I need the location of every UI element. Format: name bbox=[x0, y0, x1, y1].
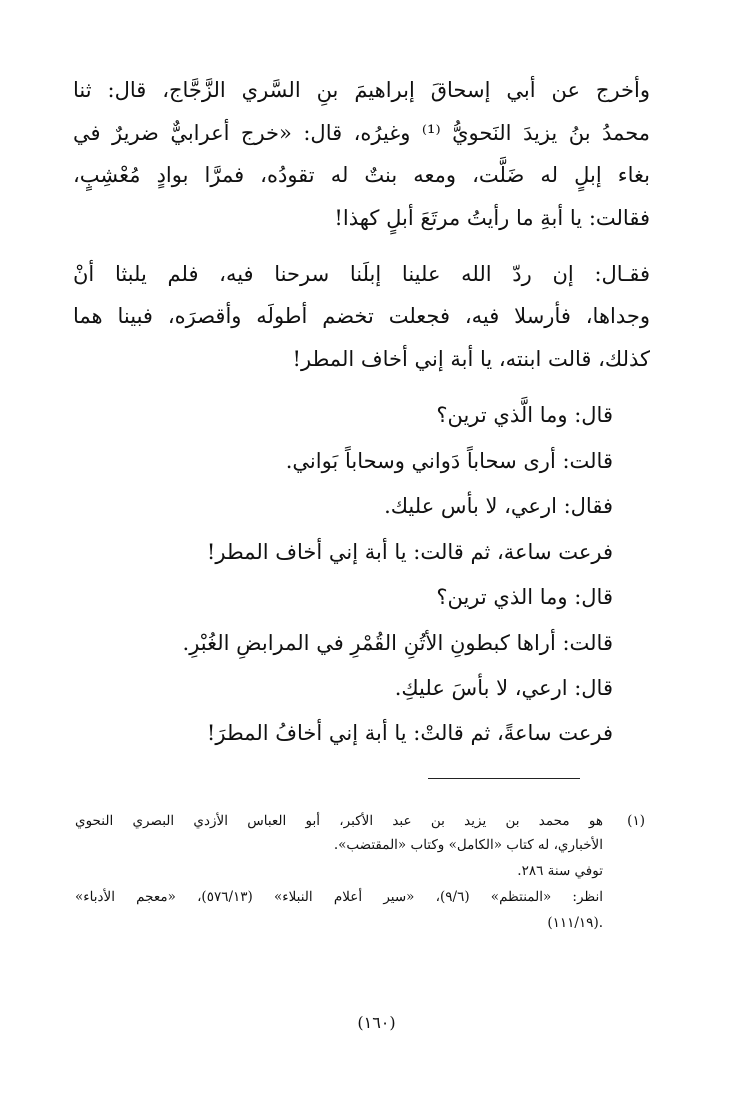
footnote-line-3: توفي سنة ٢٨٦. bbox=[517, 863, 603, 879]
dialogue-line-2: قالت: أرى سحاباً دَواني وسحاباً بَواني. bbox=[285, 449, 613, 473]
footnote-line-5: (١١١/١٩). bbox=[547, 915, 603, 931]
footnote-separator bbox=[428, 778, 580, 779]
dialogue-line-5: قال: وما الذي ترين؟ bbox=[436, 585, 613, 609]
footnote-line-2: الأخباري، له كتاب «الكامل» وكتاب «المقتضب». bbox=[333, 837, 603, 853]
footnote-line-1: هو محمد بن يزيد بن عبد الأكبر، أبو العباس الأزدي البصري النحوي bbox=[75, 813, 603, 829]
footnote-line-4: انظر: «المنتظم» (٩/٦)، «سير أعلام النبلاء» (٥٧٦/١٣)، «معجم الأدباء» bbox=[75, 889, 603, 905]
dialogue-line-1: قال: وما الَّذي ترين؟ bbox=[436, 403, 613, 427]
paragraph-2-line-1: فقـال: إن ردّ الله علينا إبلَنا سرحنا فيه، فلم يلبثا أنْ bbox=[73, 262, 650, 286]
paragraph-2-line-3: كذلك، قالت ابنته، يا أبة إني أخاف المطر! bbox=[292, 347, 650, 371]
footnote-number: (١) bbox=[627, 813, 645, 829]
dialogue-line-8: فرعت ساعةً، ثم قالتْ: يا أبة إني أخافُ المطرَ! bbox=[206, 721, 613, 745]
paragraph-2-line-2: وجداها، فأرسلا فيه، فجعلت تخضم أطولَه وأقصرَه، فبينا هما bbox=[73, 304, 650, 328]
dialogue-line-6: قالت: أراها كبطونِ الأتُنِ القُمْرِ في المرابضِ الغُبْرِ. bbox=[182, 631, 613, 655]
paragraph-1-line-1: وأخرج عن أبي إسحاقَ إبراهيمَ بنِ السَّري الزَّجَّاج، قال: ثنا bbox=[73, 78, 650, 102]
page-number: (١٦٠) bbox=[357, 1013, 396, 1032]
dialogue-line-4: فرعت ساعة، ثم قالت: يا أبة إني أخاف المطر! bbox=[206, 540, 613, 564]
paragraph-1-line-4: فقالت: يا أبةِ ما رأيتُ مرتَعَ أبلٍ كهذا! bbox=[334, 206, 650, 230]
dialogue-line-3: فقال: ارعي، لا بأس عليك. bbox=[384, 494, 613, 518]
paragraph-1-line-3: بغاء إبلٍ له ضَلَّت، ومعه بنتٌ له تقودُه، فمرَّا بوادٍ مُعْشِبٍ، bbox=[73, 163, 650, 187]
dialogue-line-7: قال: ارعي، لا بأسَ عليكِ. bbox=[394, 676, 613, 700]
paragraph-1-line-2: محمدُ بنُ يزيدَ النَحويُّ ⁽¹⁾ وغيرُه، قال: «خرج أعرابيٌّ ضريرٌ في bbox=[73, 121, 650, 145]
